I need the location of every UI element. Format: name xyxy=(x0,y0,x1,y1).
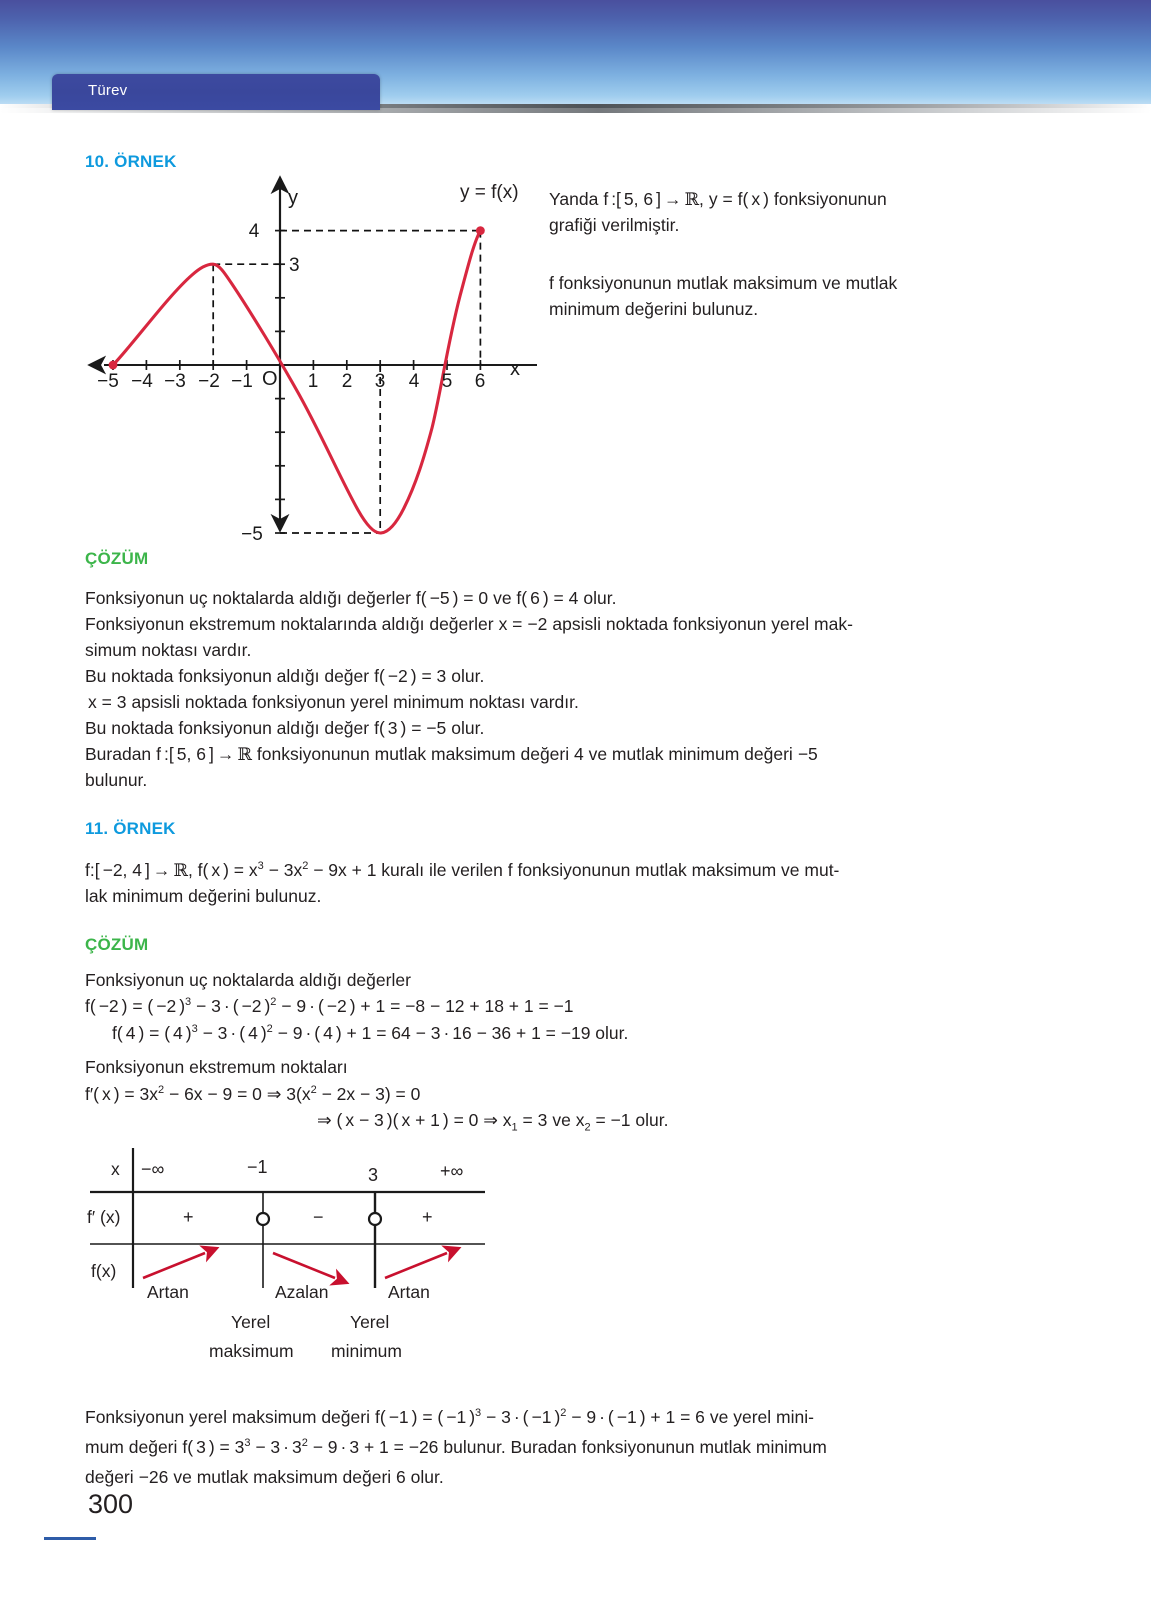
solution-10-line-3: simum noktası vardır. xyxy=(85,640,252,660)
svg-text:−4: −4 xyxy=(131,371,153,392)
page-number: 300 xyxy=(88,1489,134,1519)
solution-10-line-4: Bu noktada fonksiyonun aldığı değer f( −2 ) = 3 olur. xyxy=(85,666,485,686)
example-11-title: 11. ÖRNEK xyxy=(85,819,176,838)
x-axis-name: x xyxy=(510,358,520,380)
example-11-statement-line-1: f:[ −2, 4 ] → ℝ, f( x ) = $x^3 - 3x^2 - 9x + 1$ kuralı ile verilen f fonksiyonunun mutlak maksimum ve mut- xyxy=(85,860,840,881)
sign-table-extremum-1-line2: minimum xyxy=(331,1341,402,1361)
example-10-prompt-line-1: Yanda f :[ 5, 6 ] → ℝ, y = f( x ) fonksiyonunun xyxy=(549,189,887,210)
svg-text:2: 2 xyxy=(341,371,353,392)
sign-table-sign-0: + xyxy=(183,1207,194,1227)
solution-10-line-8: bulunur. xyxy=(85,770,148,790)
arrow-increasing-2 xyxy=(385,1253,447,1278)
example-10-prompt-line-4: minimum değerini bulunuz. xyxy=(549,299,759,319)
function-graph xyxy=(82,180,537,545)
solution-11-calc-f-4: f( 4 ) = ( 4 )$^3$ − 3 · ( 4 )$^2$ − 9 · ( 4 ) + 1 = 64 − 3 · 16 − 36 + 1 = −19 olur. xyxy=(112,1023,629,1043)
svg-text:−3: −3 xyxy=(164,371,186,392)
solution-11-final-line-2: mum değeri f( 3 ) = $3^3 - 3 \cdot 3^2 - 9 \cdot 3 + 1 = -26$ bulunur. Buradan fonksiyonunun mutlak minimum xyxy=(85,1437,827,1457)
axes xyxy=(104,188,537,520)
endpoint-left-dot xyxy=(109,361,118,370)
solution-11-derivative-line-2: ⇒ ( x − 3 )( x + 1 ) = 0 ⇒ $x_1 = 3$ ve $x_2 = -1$ olur. xyxy=(317,1110,669,1134)
sign-table-extremum-0-line2: maksimum xyxy=(209,1341,294,1361)
solution-10-line-5: x = 3 apsisli noktada fonksiyonun yerel minimum noktası vardır. xyxy=(88,692,579,712)
solution-11-endpoints-heading: Fonksiyonun uç noktalarda aldığı değerler xyxy=(85,970,411,990)
svg-text:3: 3 xyxy=(374,371,386,392)
sign-table xyxy=(85,1143,505,1361)
solution-11-final-line-3: değeri −26 ve mutlak maksimum değeri 6 olur. xyxy=(85,1467,444,1487)
svg-text:3: 3 xyxy=(289,255,300,276)
solution-10-line-6: Bu noktada fonksiyonun aldığı değer f( 3 ) = −5 olur. xyxy=(85,718,485,738)
solution-11-calc-f-minus2: f( −2 ) = ( −2 )$^3$ − 3 · ( −2 )$^2$ − 9 · ( −2 ) + 1 = −8 − 12 + 18 + 1 = −1 xyxy=(85,996,574,1016)
origin-label: O xyxy=(262,368,278,390)
sign-table-x-value-0: −∞ xyxy=(141,1159,165,1179)
solution-11-final-line-1: Fonksiyonun yerel maksimum değeri f( −1 ) = ( −1 )$^3$ − 3 · ( −1 )$^2$ − 9 · ( −1 ) + 1 = 6 ve yerel mini- xyxy=(85,1407,814,1427)
example-10-prompt-line-2: grafiği verilmiştir. xyxy=(549,215,680,235)
sign-table-x-value-2: 3 xyxy=(368,1165,379,1185)
endpoint-right-dot xyxy=(476,226,485,235)
sign-table-sign-1: − xyxy=(313,1207,324,1227)
svg-text:−5: −5 xyxy=(241,524,263,545)
footer-rule xyxy=(44,1537,96,1540)
sign-table-monotonicity-0: Artan xyxy=(147,1282,189,1302)
solution-10-line-1: Fonksiyonun uç noktalarda aldığı değerler f( −5 ) = 0 ve f( 6 ) = 4 olur. xyxy=(85,588,617,608)
svg-text:5: 5 xyxy=(441,371,453,392)
svg-text:−2: −2 xyxy=(198,371,220,392)
graph-function-label: y = f(x) xyxy=(460,182,519,203)
sign-table-row-label-fprime: f′ (x) xyxy=(87,1207,121,1227)
arrow-decreasing xyxy=(273,1253,335,1278)
svg-text:6: 6 xyxy=(474,371,486,392)
sign-table-x-value-1: −1 xyxy=(247,1157,268,1177)
sign-table-monotonicity-1: Azalan xyxy=(275,1282,329,1302)
example-10-prompt-line-3: f fonksiyonunun mutlak maksimum ve mutlak xyxy=(549,273,898,293)
example-11-statement-line-2: lak minimum değerini bulunuz. xyxy=(85,886,322,906)
sign-table-row-label-f: f(x) xyxy=(91,1261,117,1281)
solution-11-title: ÇÖZÜM xyxy=(85,935,149,954)
solution-11-derivative-line-1: f′( x ) = $3x^2 - 6x - 9 = 0$ ⇒ $3(x^2 - 2x - 3) = 0$ xyxy=(85,1084,421,1104)
sign-table-row-label-x: x xyxy=(111,1159,120,1179)
svg-text:4: 4 xyxy=(248,221,260,242)
sign-table-extremum-1-line1: Yerel xyxy=(350,1312,390,1332)
svg-text:−1: −1 xyxy=(231,371,253,392)
zero-circle-3 xyxy=(369,1213,381,1225)
sign-table-x-value-3: +∞ xyxy=(440,1161,464,1181)
solution-10-line-7: Buradan f :[ 5, 6 ] → ℝ fonksiyonunun mutlak maksimum değeri 4 ve mutlak minimum değeri −5 xyxy=(85,744,818,765)
svg-text:−5: −5 xyxy=(97,371,119,392)
example-10-title: 10. ÖRNEK xyxy=(85,152,177,171)
svg-text:1: 1 xyxy=(307,371,319,392)
chapter-tab xyxy=(52,74,380,110)
y-axis-name: y xyxy=(288,187,298,209)
solution-11-extrema-heading: Fonksiyonun ekstremum noktaları xyxy=(85,1057,348,1077)
solution-10-title: ÇÖZÜM xyxy=(85,549,149,568)
arrow-increasing-1 xyxy=(143,1253,205,1278)
solution-10-line-2: Fonksiyonun ekstremum noktalarında aldığı değerler x = −2 apsisli noktada fonksiyonun yerel mak- xyxy=(85,614,853,634)
chapter-tab-label: Türev xyxy=(88,82,128,99)
zero-circle-minus1 xyxy=(257,1213,269,1225)
graph-svg xyxy=(82,180,537,545)
sign-table-extremum-0-line1: Yerel xyxy=(231,1312,271,1332)
svg-text:4: 4 xyxy=(408,371,420,392)
sign-table-monotonicity-2: Artan xyxy=(388,1282,430,1302)
sign-table-sign-2: + xyxy=(422,1207,433,1227)
